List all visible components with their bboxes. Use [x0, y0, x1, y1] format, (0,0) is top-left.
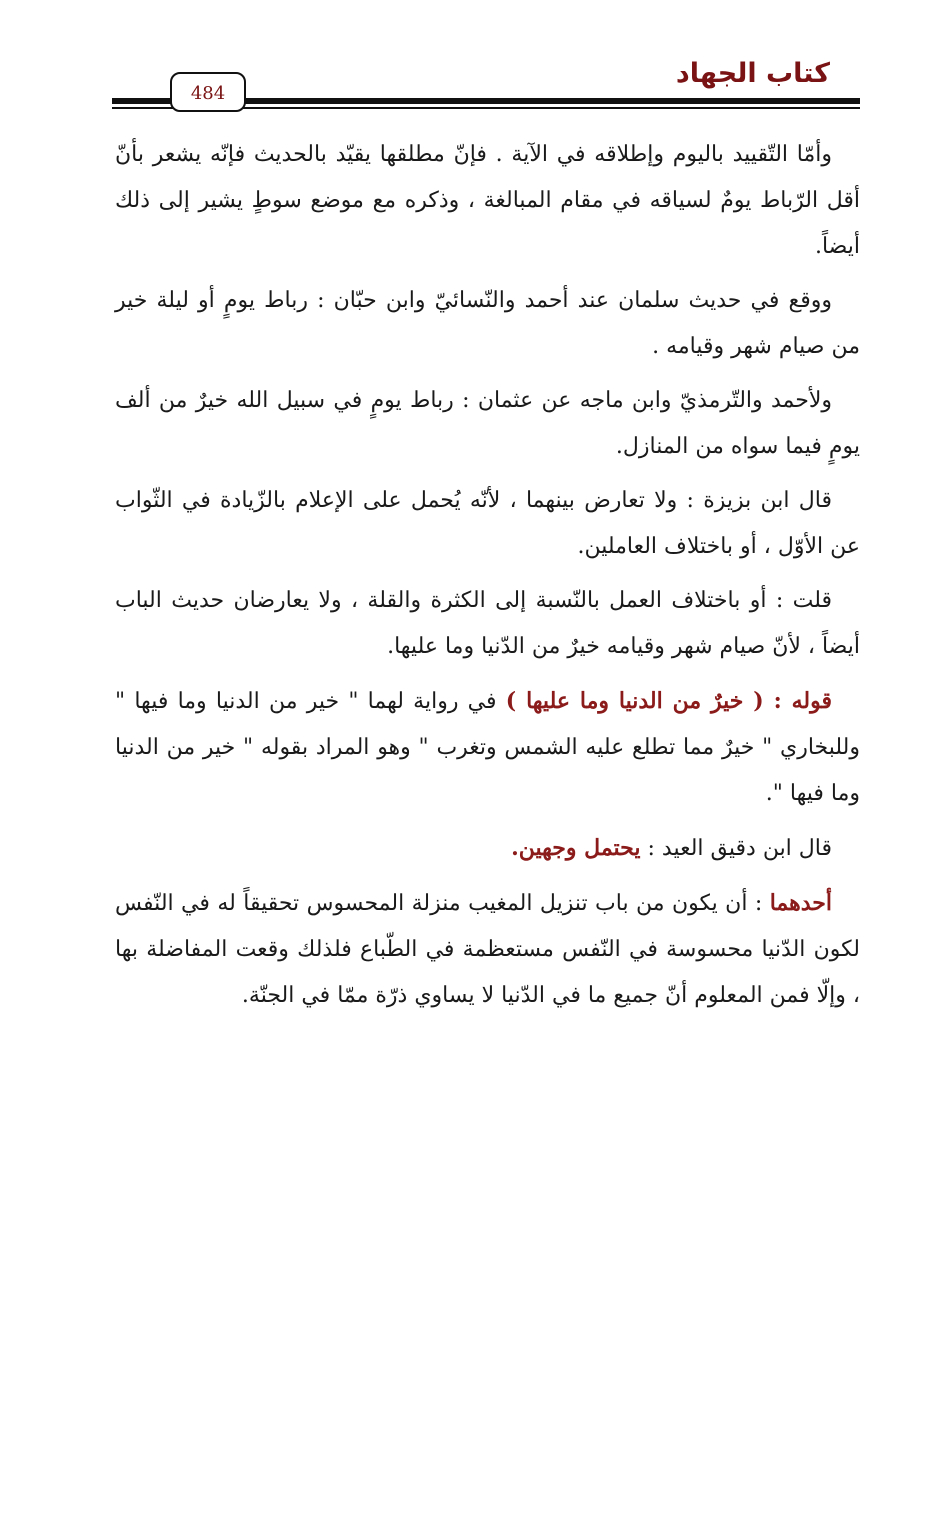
paragraph	[115, 678, 860, 817]
paragraph-text: وأمّا التّقييد باليوم وإطلاقه في الآية . فإنّ مطلقها يقيّد بالحديث فإنّه يشعر بأنّ أقل الرّباط يومٌ لسياقه في مقام المبالغة ، وذكره مع موضع سوطٍ يشير إلى ذلك أيضاً.	[115, 142, 860, 259]
paragraph	[115, 378, 860, 470]
page-header	[112, 52, 860, 122]
paragraph-text: قال ابن بزيزة : ولا تعارض بينهما ، لأنّه يُحمل على الإعلام بالزّيادة في الثّواب عن الأوّل ، أو باختلاف العاملين.	[115, 488, 860, 559]
highlighted-phrase: يحتمل وجهين.	[511, 835, 641, 861]
paragraph	[115, 278, 860, 370]
book-title: كتاب الجهاد	[675, 58, 830, 89]
paragraph-text: قال ابن دقيق العيد :	[640, 836, 832, 861]
paragraph	[115, 132, 860, 270]
paragraph	[115, 578, 860, 670]
paragraph-text: ولأحمد والتّرمذيّ وابن ماجه عن عثمان : رباط يومٍ في سبيل الله خيرٌ من ألف يومٍ فيما سواه من المنازل.	[115, 388, 860, 459]
paragraph	[115, 478, 860, 570]
paragraph-text: ووقع في حديث سلمان عند أحمد والنّسائيّ وابن حبّان : رباط يومٍ أو ليلة خير من صيام شهر وقيامه .	[115, 288, 860, 359]
paragraph	[115, 825, 860, 872]
body-text	[115, 132, 860, 1027]
quoted-phrase-heading: قوله : ( خيرٌ من الدنيا وما عليها )	[505, 688, 832, 714]
paragraph-text: : أن يكون من باب تنزيل المغيب منزلة المحسوس تحقيقاً له في النّفس لكون الدّنيا محسوسة في النّفس مستعظمة في الطّباع فلذلك وقعت المفاضلة بها ، وإلّا فمن المعلوم أنّ جميع ما في الدّنيا لا يساوي ذرّة ممّا في الجنّة.	[115, 891, 860, 1008]
paragraph-text: قلت : أو باختلاف العمل بالنّسبة إلى الكثرة والقلة ، ولا يعارضان حديث الباب أيضاً ، لأنّ صيام شهر وقيامه خيرٌ من الدّنيا وما عليها.	[115, 588, 860, 659]
paragraph	[115, 880, 860, 1019]
paragraph-text: في رواية لهما " خير من الدنيا وما فيها " وللبخاري " خيرٌ مما تطلع عليه الشمس وتغرب " وهو المراد بقوله " خير من الدنيا وما فيها ".	[115, 689, 860, 806]
page-number: 484	[170, 72, 246, 112]
point-heading: أحدهما	[769, 890, 832, 916]
